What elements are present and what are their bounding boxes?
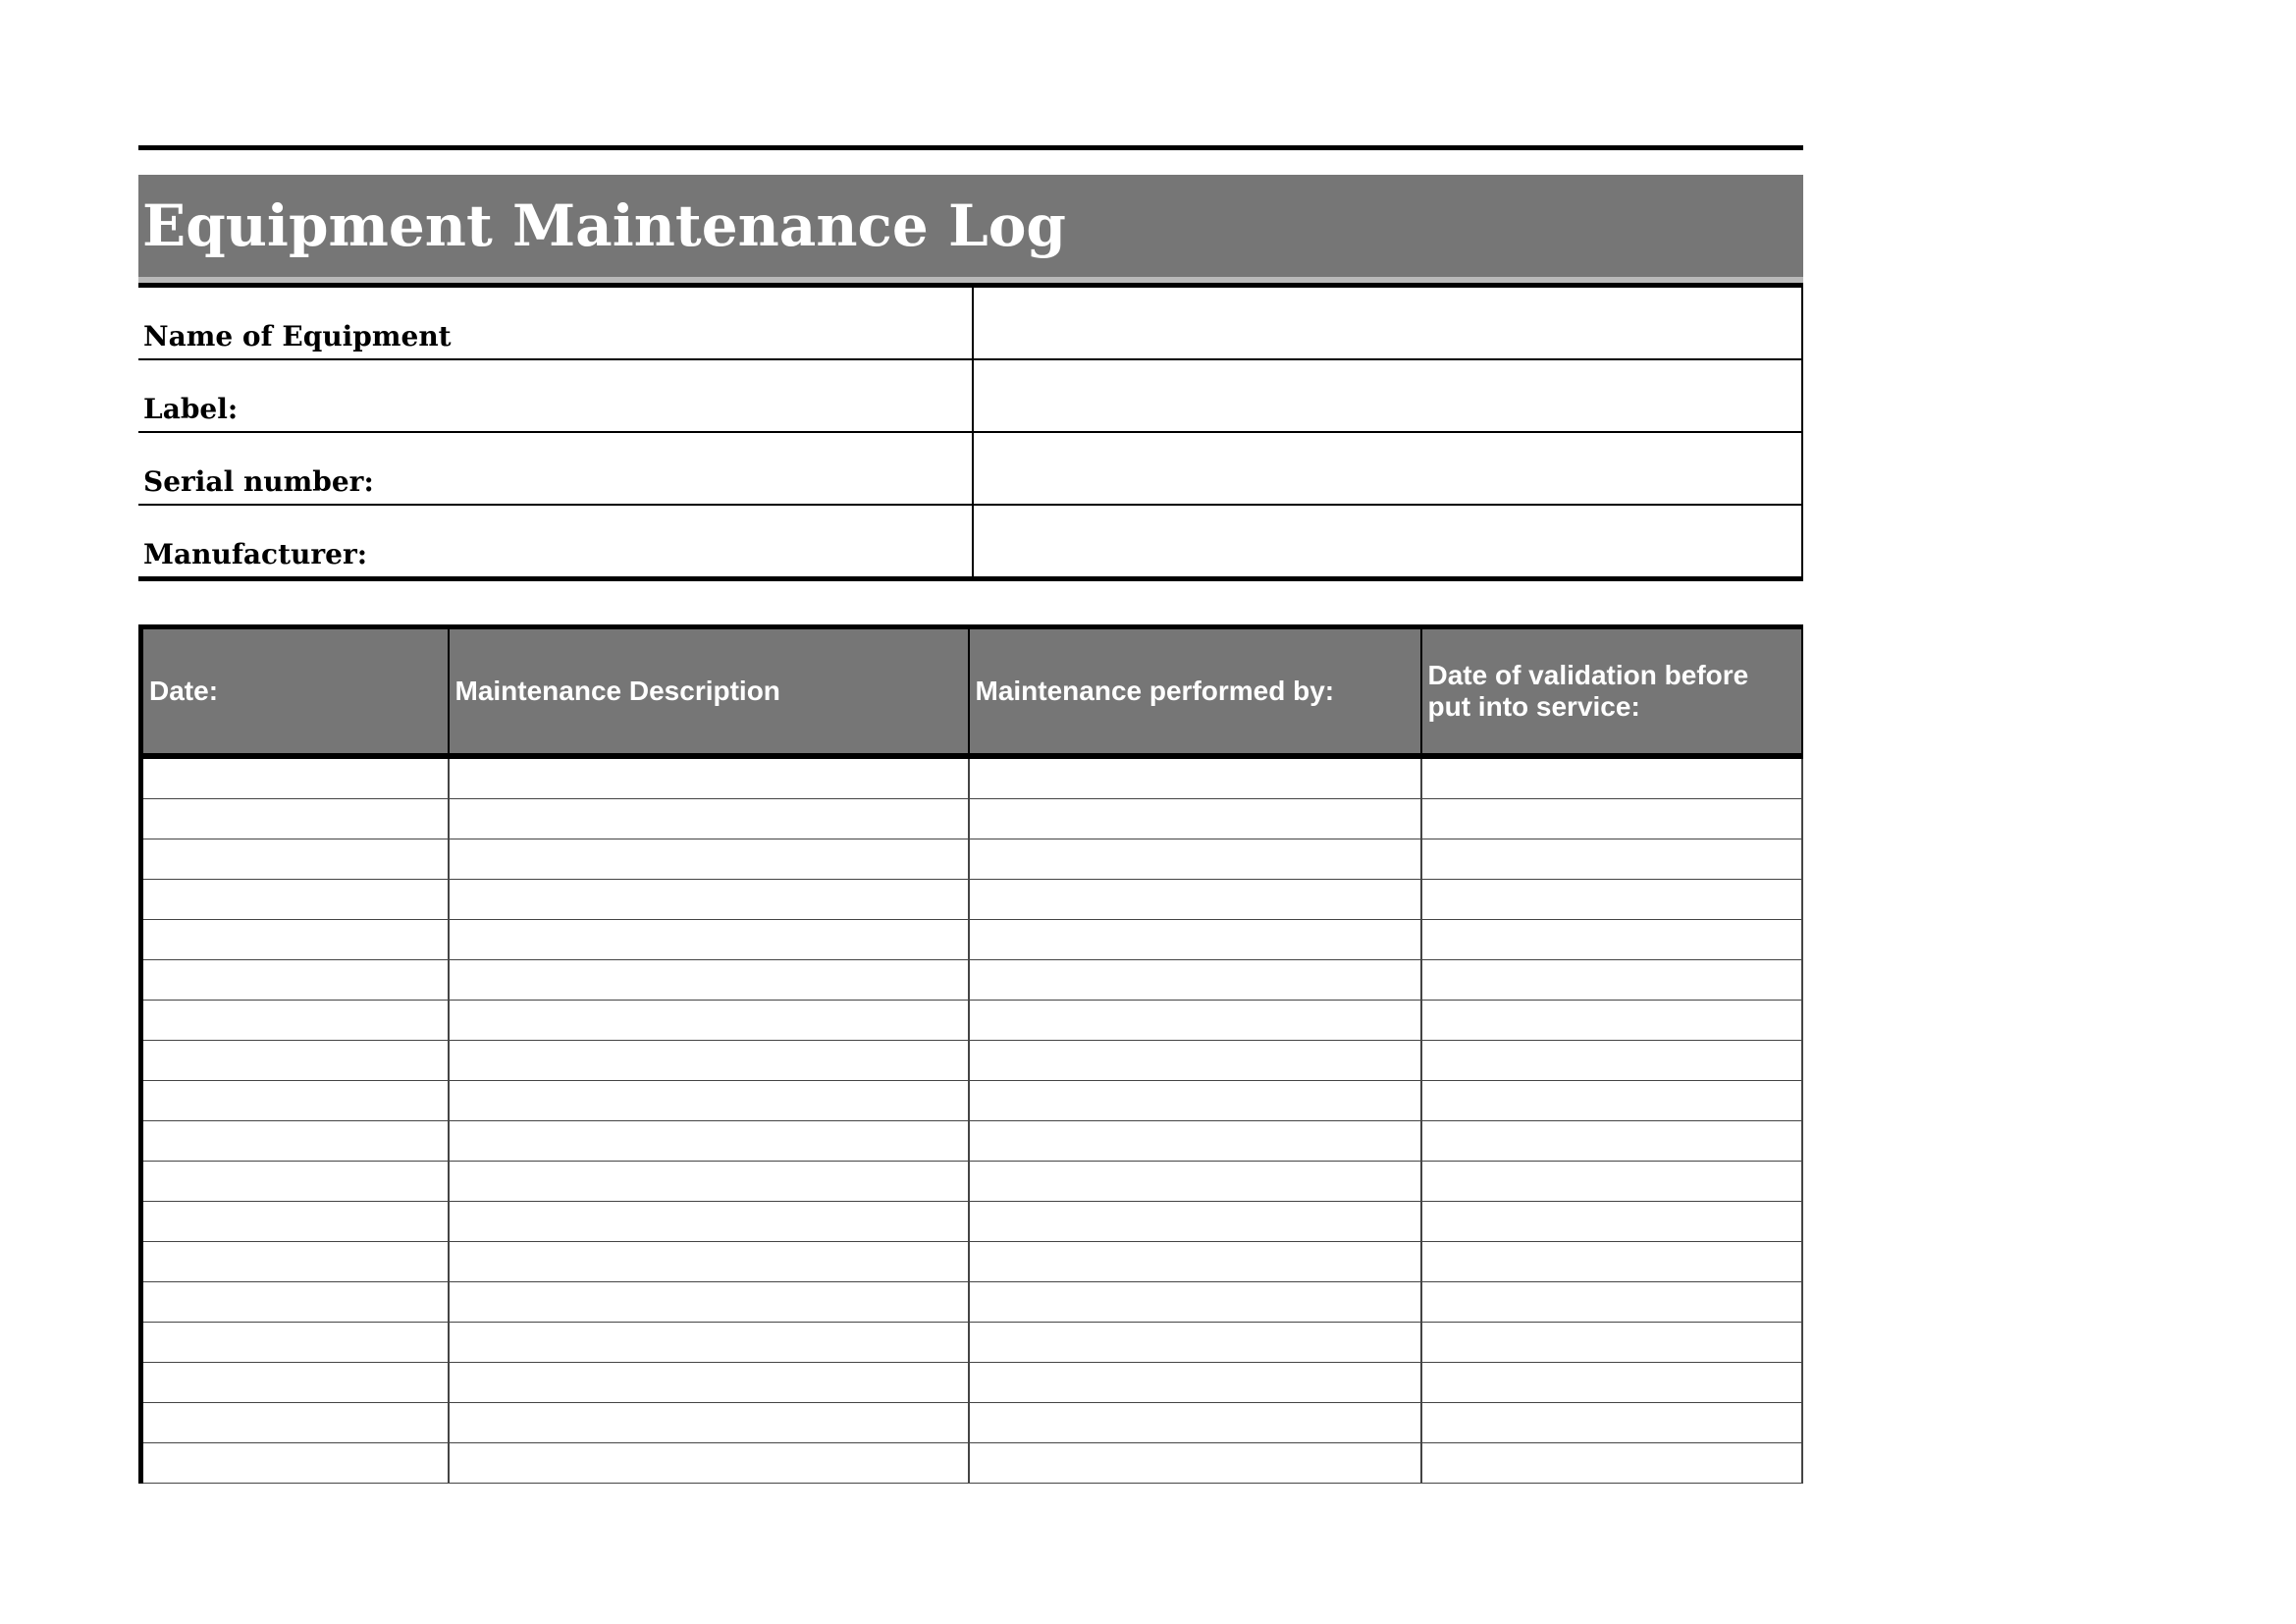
performed-by-cell[interactable]: [969, 1121, 1421, 1162]
validation-date-cell[interactable]: [1421, 799, 1803, 839]
table-row: [141, 880, 1803, 920]
table-row: [141, 756, 1803, 799]
validation-date-cell[interactable]: [1421, 1323, 1803, 1363]
table-row: [141, 1323, 1803, 1363]
description-cell[interactable]: [449, 1001, 969, 1041]
info-label: Name of Equipment: [138, 286, 973, 360]
validation-date-cell[interactable]: [1421, 1041, 1803, 1081]
column-header-validation-date: Date of validation before put into service:: [1421, 627, 1803, 757]
table-row: [141, 1443, 1803, 1484]
performed-by-cell[interactable]: [969, 756, 1421, 799]
column-header-description: Maintenance Description: [449, 627, 969, 757]
info-value-cell[interactable]: [973, 432, 1802, 505]
date-cell[interactable]: [141, 1081, 449, 1121]
date-cell[interactable]: [141, 1282, 449, 1323]
description-cell[interactable]: [449, 839, 969, 880]
description-cell[interactable]: [449, 920, 969, 960]
maintenance-log-sheet: [138, 145, 1803, 1484]
performed-by-cell[interactable]: [969, 1202, 1421, 1242]
date-cell[interactable]: [141, 1242, 449, 1282]
description-cell[interactable]: [449, 1443, 969, 1484]
performed-by-cell[interactable]: [969, 1282, 1421, 1323]
table-row: [141, 1403, 1803, 1443]
title-bar: [138, 175, 1803, 277]
date-cell[interactable]: [141, 1001, 449, 1041]
date-cell[interactable]: [141, 1363, 449, 1403]
column-header-date: Date:: [141, 627, 449, 757]
date-cell[interactable]: [141, 1443, 449, 1484]
top-rule: [138, 145, 1803, 150]
performed-by-cell[interactable]: [969, 1041, 1421, 1081]
performed-by-cell[interactable]: [969, 1242, 1421, 1282]
description-cell[interactable]: [449, 1282, 969, 1323]
maintenance-log-table: [138, 624, 1803, 1484]
date-cell[interactable]: [141, 799, 449, 839]
table-row: [141, 960, 1803, 1001]
description-cell[interactable]: [449, 1242, 969, 1282]
description-cell[interactable]: [449, 880, 969, 920]
validation-date-cell[interactable]: [1421, 1121, 1803, 1162]
validation-date-cell[interactable]: [1421, 1162, 1803, 1202]
performed-by-cell[interactable]: [969, 1323, 1421, 1363]
validation-date-cell[interactable]: [1421, 1081, 1803, 1121]
performed-by-cell[interactable]: [969, 1162, 1421, 1202]
info-row: [138, 359, 1802, 432]
table-row: [141, 839, 1803, 880]
description-cell[interactable]: [449, 1121, 969, 1162]
table-row: [141, 1081, 1803, 1121]
date-cell[interactable]: [141, 1162, 449, 1202]
document-title: Equipment Maintenance Log: [142, 192, 1066, 259]
info-label: Label:: [138, 359, 973, 432]
description-cell[interactable]: [449, 1323, 969, 1363]
validation-date-cell[interactable]: [1421, 839, 1803, 880]
description-cell[interactable]: [449, 1162, 969, 1202]
table-row: [141, 1363, 1803, 1403]
table-row: [141, 920, 1803, 960]
description-cell[interactable]: [449, 799, 969, 839]
info-value-cell[interactable]: [973, 359, 1802, 432]
table-row: [141, 1202, 1803, 1242]
performed-by-cell[interactable]: [969, 1363, 1421, 1403]
performed-by-cell[interactable]: [969, 960, 1421, 1001]
performed-by-cell[interactable]: [969, 1001, 1421, 1041]
info-label: Serial number:: [138, 432, 973, 505]
description-cell[interactable]: [449, 756, 969, 799]
description-cell[interactable]: [449, 1363, 969, 1403]
date-cell[interactable]: [141, 920, 449, 960]
description-cell[interactable]: [449, 1202, 969, 1242]
performed-by-cell[interactable]: [969, 1403, 1421, 1443]
description-cell[interactable]: [449, 1403, 969, 1443]
column-header-performed-by: Maintenance performed by:: [969, 627, 1421, 757]
validation-date-cell[interactable]: [1421, 1202, 1803, 1242]
validation-date-cell[interactable]: [1421, 1001, 1803, 1041]
info-row: [138, 432, 1802, 505]
performed-by-cell[interactable]: [969, 839, 1421, 880]
date-cell[interactable]: [141, 960, 449, 1001]
info-value-cell[interactable]: [973, 505, 1802, 579]
validation-date-cell[interactable]: [1421, 1403, 1803, 1443]
date-cell[interactable]: [141, 1403, 449, 1443]
validation-date-cell[interactable]: [1421, 1443, 1803, 1484]
performed-by-cell[interactable]: [969, 1081, 1421, 1121]
date-cell[interactable]: [141, 880, 449, 920]
performed-by-cell[interactable]: [969, 920, 1421, 960]
date-cell[interactable]: [141, 756, 449, 799]
date-cell[interactable]: [141, 1041, 449, 1081]
description-cell[interactable]: [449, 1041, 969, 1081]
validation-date-cell[interactable]: [1421, 1242, 1803, 1282]
info-row: [138, 286, 1802, 360]
validation-date-cell[interactable]: [1421, 960, 1803, 1001]
info-row: [138, 505, 1802, 579]
date-cell[interactable]: [141, 1202, 449, 1242]
table-row: [141, 1001, 1803, 1041]
validation-date-cell[interactable]: [1421, 880, 1803, 920]
description-cell[interactable]: [449, 960, 969, 1001]
date-cell[interactable]: [141, 1121, 449, 1162]
info-value-cell[interactable]: [973, 286, 1802, 360]
log-header-row: [141, 627, 1803, 757]
description-cell[interactable]: [449, 1081, 969, 1121]
table-row: [141, 799, 1803, 839]
validation-date-cell[interactable]: [1421, 756, 1803, 799]
validation-date-cell[interactable]: [1421, 1363, 1803, 1403]
performed-by-cell[interactable]: [969, 799, 1421, 839]
validation-date-cell[interactable]: [1421, 1282, 1803, 1323]
equipment-info-table: [138, 283, 1803, 581]
table-row: [141, 1041, 1803, 1081]
date-cell[interactable]: [141, 1323, 449, 1363]
performed-by-cell[interactable]: [969, 880, 1421, 920]
table-row: [141, 1242, 1803, 1282]
date-cell[interactable]: [141, 839, 449, 880]
validation-date-cell[interactable]: [1421, 920, 1803, 960]
table-row: [141, 1121, 1803, 1162]
table-row: [141, 1162, 1803, 1202]
table-row: [141, 1282, 1803, 1323]
performed-by-cell[interactable]: [969, 1443, 1421, 1484]
info-label: Manufacturer:: [138, 505, 973, 579]
